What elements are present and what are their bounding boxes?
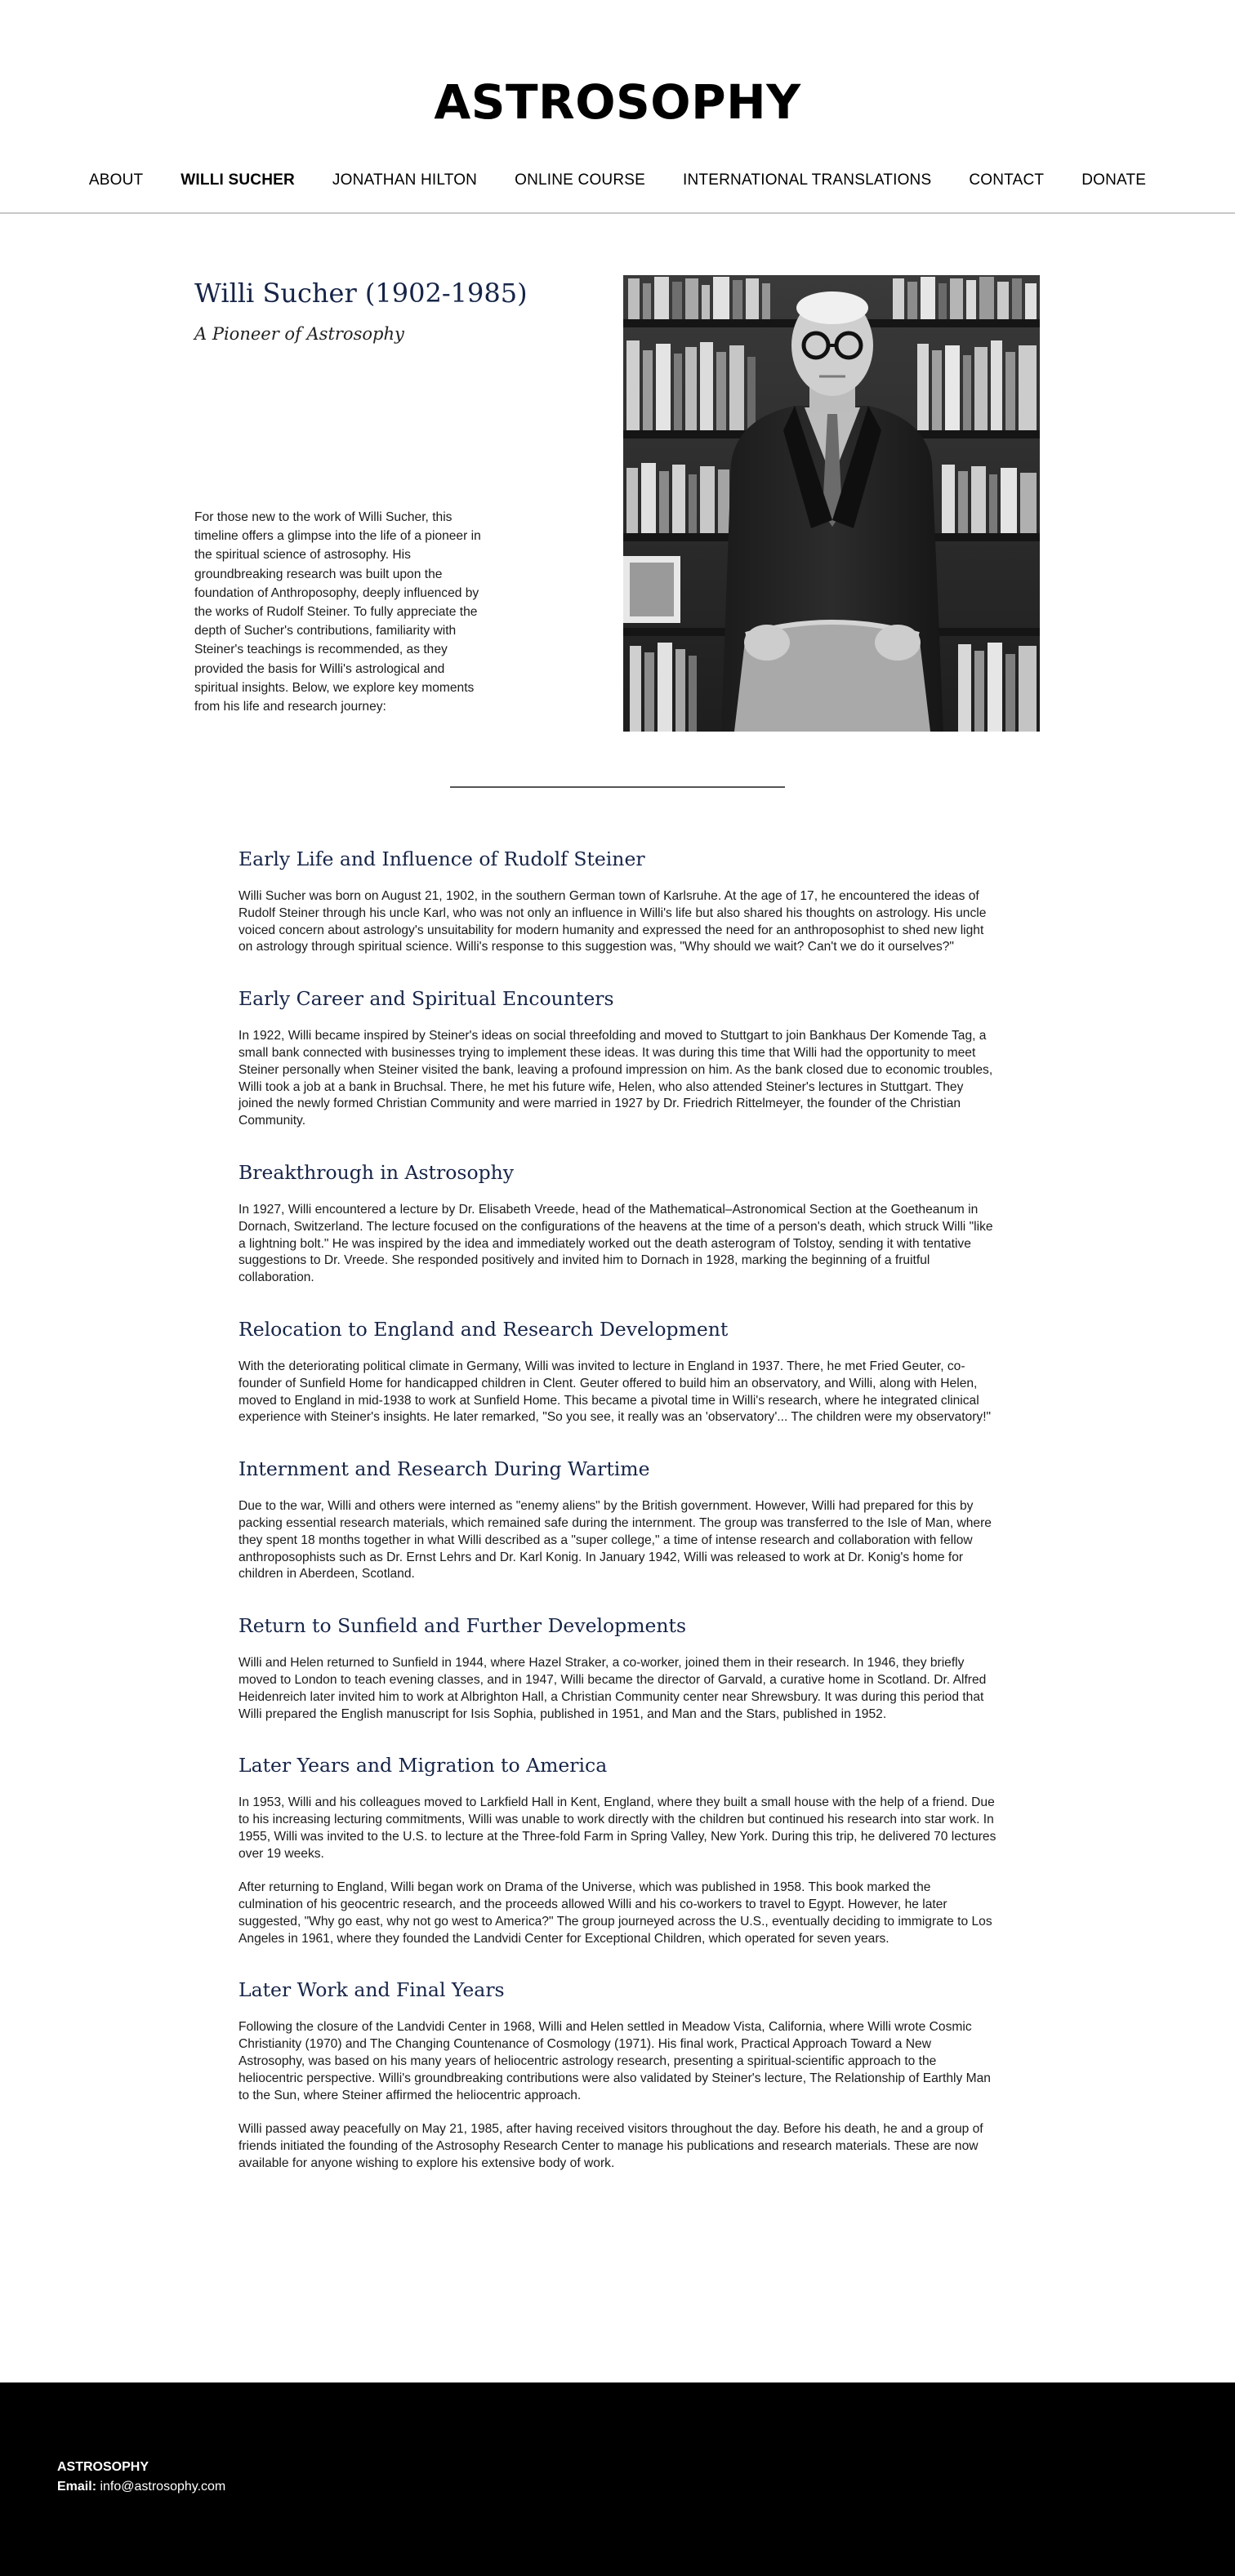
footer-email-label: Email:: [57, 2480, 97, 2494]
timeline-content: [239, 816, 996, 2173]
section-heading: Later Work and Final Years: [239, 1978, 505, 2002]
timeline-section-relocation: [239, 1315, 996, 1426]
footer-brand: ASTROSOPHY: [57, 2460, 149, 2474]
site-footer: [0, 2382, 1235, 2576]
nav-willi-sucher[interactable]: WILLI SUCHER: [181, 171, 295, 189]
timeline-section-final-years: [239, 1975, 996, 2172]
section-paragraph: After returning to England, Willi began work on Drama of the Universe, which was published in 1958. This book marked the culmination of his geocentric research, and the proceeds allowed Willi and his co-workers to travel to Egypt. However, he later suggested, "Why go east, why not go west to America?" The group journeyed across the U.S., eventually deciding to immigrate to Los Angeles in 1961, where they founded the Landvidi Center for Exceptional Children, which operated for seven years.: [239, 1880, 992, 1946]
section-heading: Later Years and Migration to America: [239, 1754, 608, 1777]
site-header: [0, 0, 1235, 214]
portrait-photo: [623, 275, 1040, 732]
section-paragraph: With the deteriorating political climate in Germany, Willi was invited to lecture in England in 1937. There, he met Fried Geuter, co-founder of Sunfield Home for handicapped children in Clent. Geuter offered to build him an observatory, and Willi, along with Helen, moved to England in mid-1938 to work at Sunfield Home. This became a pivotal time in Willi's research, where he integrated clinical experience with Steiner's insights. He later remarked, "So you see, it really was an 'observatory'... The children were my observatory!": [239, 1359, 992, 1425]
section-paragraph: Following the closure of the Landvidi Center in 1968, Willi and Helen settled in Meadow Vista, California, where Willi wrote Cosmic Christianity (1970) and The Changing Countenance of Cosmology (1971). His final work, Practical Approach Toward a New Astrosophy, was based on his many years of heliocentric astrology research, presenting a spiritual-scientific approach to the heliocentric perspective. Willi's groundbreaking contributions were also validated by Steiner's lecture, The Relationship of Earthly Man to the Sun, where Steiner affirmed the heliocentric approach.: [239, 2020, 991, 2102]
nav-donate[interactable]: DONATE: [1081, 171, 1147, 189]
timeline-section-return-sunfield: [239, 1611, 996, 1723]
page-title: Willi Sucher (1902-1985): [194, 278, 528, 309]
timeline-section-early-career: [239, 984, 996, 1130]
nav-contact[interactable]: CONTACT: [969, 171, 1045, 189]
section-divider: [450, 786, 785, 788]
timeline-section-early-life: [239, 844, 996, 956]
nav-about[interactable]: ABOUT: [88, 171, 144, 189]
footer-email-link[interactable]: info@astrosophy.com: [100, 2480, 226, 2494]
page-subtitle: A Pioneer of Astrosophy: [194, 324, 404, 344]
timeline-section-internment: [239, 1454, 996, 1583]
section-heading: Breakthrough in Astrosophy: [239, 1160, 515, 1184]
section-paragraph: Willi passed away peacefully on May 21, 1985, after having received visitors throughout the day. Before his death, he and a group of friends initiated the founding of the Astrosophy Research Center to manage his publications and research materials. These are now available for anyone wishing to explore his extensive body of work.: [239, 2122, 983, 2170]
main-nav: [0, 167, 1235, 194]
section-heading: Internment and Research During Wartime: [239, 1457, 650, 1481]
section-paragraph: In 1922, Willi became inspired by Steiner's ideas on social threefolding and moved to Stuttgart to join Bankhaus Der Komende Tag, a small bank connected with businesses trying to implement these ideas. It was during this time that Willi had the opportunity to meet Steiner personally when Steiner visited the bank, leaving a profound impression on him. As the bank closed due to economic troubles, Willi took a job at a bank in Bruchsal. There, he met his future wife, Helen, who also attended Steiner's lectures in Stuttgart. They joined the newly formed Christian Community and were married in 1927 by Dr. Friedrich Rittelmeyer, the founder of the Christian Community.: [239, 1029, 993, 1128]
nav-international-translations[interactable]: INTERNATIONAL TRANSLATIONS: [683, 171, 932, 189]
timeline-section-breakthrough: [239, 1158, 996, 1287]
section-heading: Early Career and Spiritual Encounters: [239, 987, 614, 1011]
section-paragraph: Due to the war, Willi and others were interned as "enemy aliens" by the British government. However, Willi had prepared for this by packing essential research materials, which remained safe during the internment. The group was transferred to the Isle of Man, where they spent 18 months together in what Willi described as a "super college," a time of intense research and collaboration with fellow anthroposophists such as Dr. Ernst Lehrs and Dr. Karl Konig. In January 1942, Willi was released to work at Dr. Konig's home for children in Aberdeen, Scotland.: [239, 1499, 992, 1582]
section-paragraph: In 1953, Willi and his colleagues moved to Larkfield Hall in Kent, England, where they built a small house with the help of a friend. Due to his increasing lecturing commitments, Willi was unable to work directly with the children but continued his research into star work. In 1955, Willi was invited to the U.S. to lecture at the Three-fold Farm in Spring Valley, New York. During this trip, he delivered 70 lectures over 19 weeks.: [239, 1795, 996, 1861]
section-heading: Return to Sunfield and Further Developments: [239, 1614, 687, 1638]
nav-online-course[interactable]: ONLINE COURSE: [515, 171, 646, 189]
intro-text: For those new to the work of Willi Sucher, this timeline offers a glimpse into the life of a pioneer in the spiritual science of astrosophy. His groundbreaking research was built upon the foundation of Anthroposophy, deeply influenced by the works of Rudolf Steiner. To fully appreciate the depth of Sucher's contributions, familiarity with Steiner's teachings is recommended, as they provided the basis for Willi's astrological and spiritual insights. Below, we explore key moments from his life and research journey:: [194, 510, 481, 714]
footer-email: [57, 2477, 225, 2497]
timeline-section-later-years: [239, 1751, 996, 1947]
section-paragraph: In 1927, Willi encountered a lecture by Dr. Elisabeth Vreede, head of the Mathematical–Astronomical Section at the Goetheanum in Dornach, Switzerland. The lecture focused on the configurations of the heavens at the time of a person's death, which struck Willi "like a lightning bolt." He was inspired by the idea and immediately worked out the death asterogram of Tolstoy, sending it with tentative suggestions to Dr. Vreede. She responded positively and invited him to Dornach in 1928, marking the beginning of a fruitful collaboration.: [239, 1202, 993, 1285]
section-heading: Relocation to England and Research Development: [239, 1317, 729, 1341]
section-paragraph: Willi Sucher was born on August 21, 1902, in the southern German town of Karlsruhe. At the age of 17, he encountered the ideas of Rudolf Steiner through his uncle Karl, who was not only an influence in Willi's life but also shared his thoughts on astrology. His uncle voiced concern about astrology's unsuitability for modern humanity and expressed the need for an anthroposophist to shed new light on astrology through spiritual science. Willi's response to this suggestion was, "Why should we wait? Can't we do it ourselves?": [239, 889, 987, 954]
section-paragraph: Willi and Helen returned to Sunfield in 1944, where Hazel Straker, a co-worker, joined them in their research. In 1946, they briefly moved to London to teach evening classes, and in 1947, Willi became the director of Garvald, a curative home in Scotland. Dr. Alfred Heidenreich later invited him to work at Albrighton Hall, a Christian Community center near Shrewsbury. It was during this period that Willi prepared the English manuscript for Isis Sophia, published in 1951, and Man and the Stars, published in 1952.: [239, 1656, 987, 1721]
site-title[interactable]: ASTROSOPHY: [434, 74, 801, 130]
nav-jonathan-hilton[interactable]: JONATHAN HILTON: [332, 171, 478, 189]
section-heading: Early Life and Influence of Rudolf Steiner: [239, 848, 645, 870]
